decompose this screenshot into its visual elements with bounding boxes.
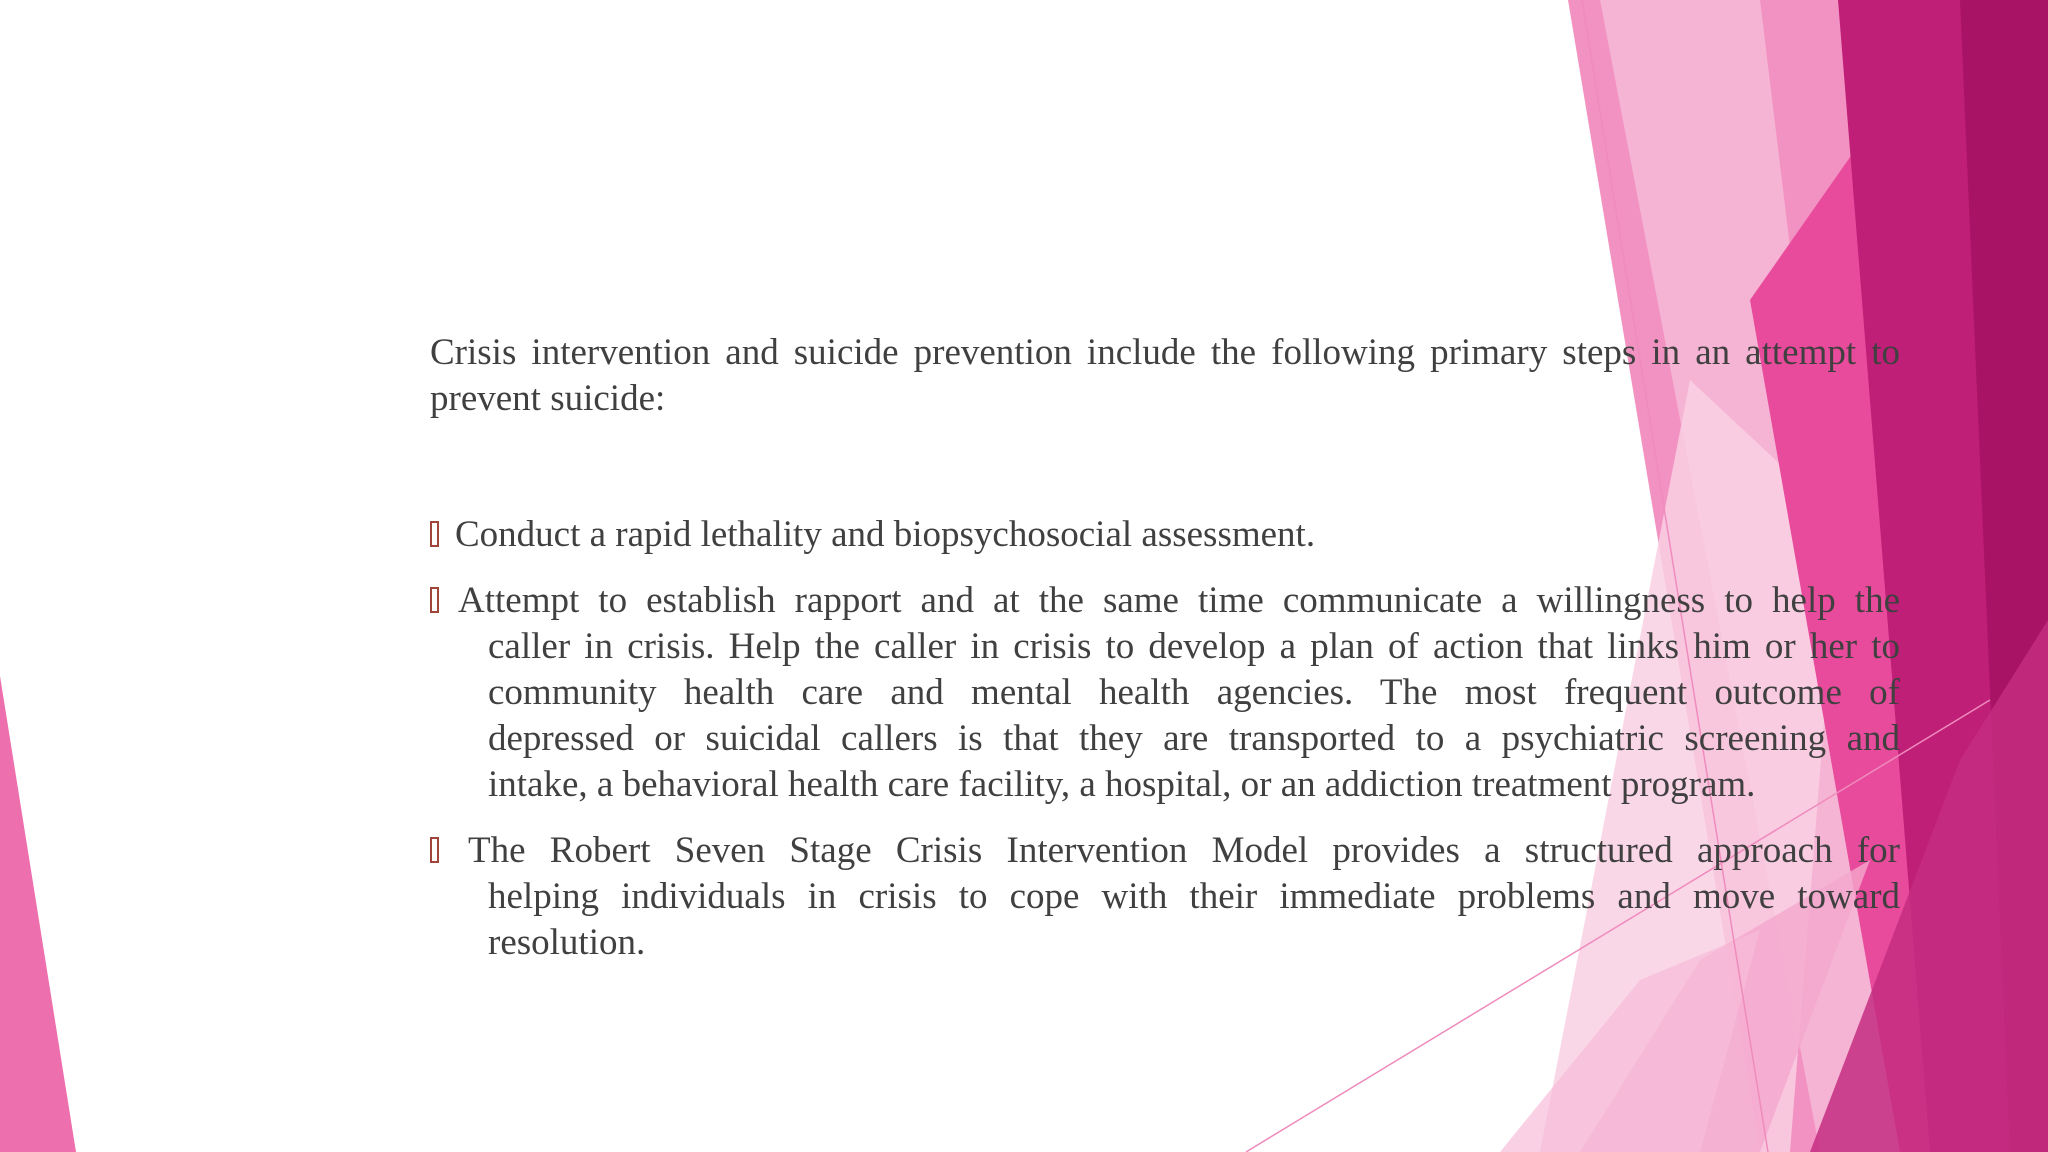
bullet-line: community health care and mental health agencies. The most frequent outcome of — [488, 672, 1900, 713]
bullet-item — [430, 828, 1900, 966]
intro-paragraph — [430, 330, 1900, 422]
bullet-line: intake, a behavioral health care facility, a hospital, or an addiction treatment program. — [488, 764, 1756, 805]
bullet-line: The Robert Seven Stage Crisis Intervention Model provides a structured approach for — [468, 830, 1900, 871]
slide-body — [430, 330, 1900, 986]
bullet-item — [430, 578, 1900, 808]
bullet-item — [430, 512, 1900, 558]
bullet-line: Attempt to establish rapport and at the same time communicate a willingness to help the — [458, 580, 1900, 621]
intro-line: Crisis intervention and suicide prevention include the following primary steps in an attempt to — [430, 332, 1900, 373]
bullet-list — [430, 512, 1900, 966]
bullet-marker-icon — [430, 587, 439, 613]
intro-line: prevent suicide: — [430, 378, 666, 419]
left-pink-sliver — [0, 676, 76, 1152]
bullet-marker-icon — [430, 837, 439, 863]
bullet-marker-icon — [430, 521, 439, 547]
bullet-line: Conduct a rapid lethality and biopsychosocial assessment. — [455, 514, 1316, 555]
bullet-line: resolution. — [488, 922, 646, 963]
bullet-line: depressed or suicidal callers is that they are transported to a psychiatric screening and — [488, 718, 1900, 759]
bullet-line: caller in crisis. Help the caller in crisis to develop a plan of action that links him or her to — [488, 626, 1900, 667]
bullet-line: helping individuals in crisis to cope with their immediate problems and move toward — [488, 876, 1900, 917]
